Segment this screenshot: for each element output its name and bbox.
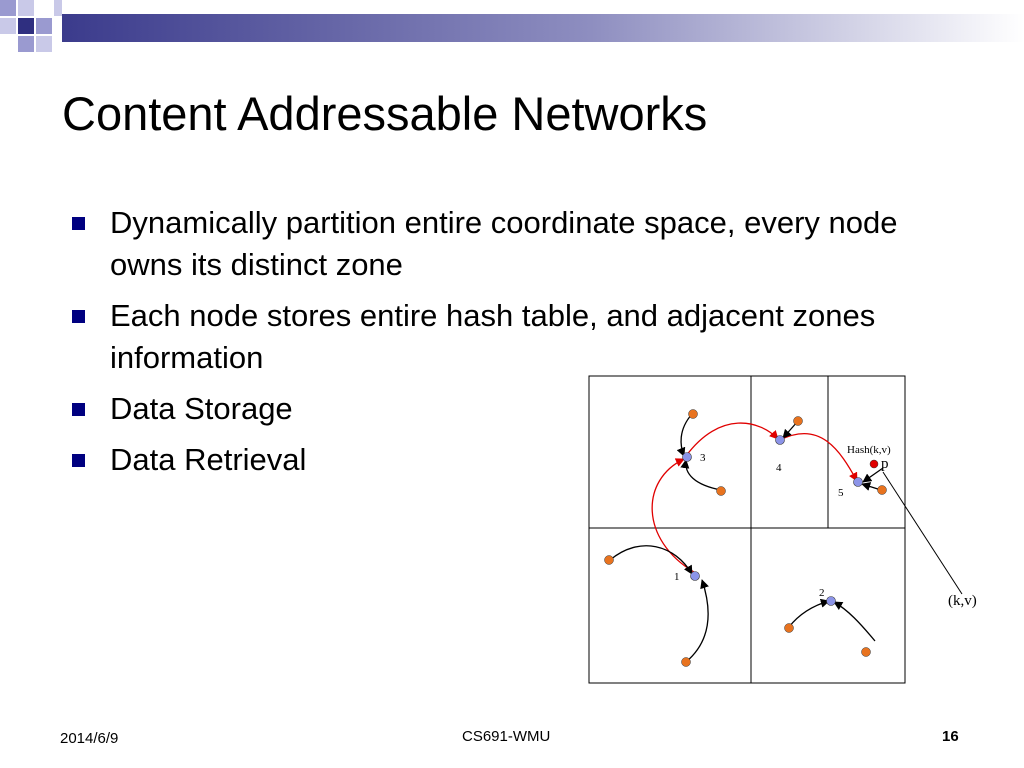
hash-label: Hash(k,v) — [847, 444, 891, 456]
peer-node — [794, 417, 803, 426]
zone-label: 5 — [838, 487, 844, 499]
peer-node — [785, 624, 794, 633]
peer-node — [717, 487, 726, 496]
peer-node — [605, 556, 614, 565]
page-number: 16 — [942, 728, 959, 745]
bullet-text: Data Retrieval — [110, 442, 307, 477]
zone-node-1 — [691, 572, 700, 581]
zone-node-4 — [776, 436, 785, 445]
zone-label: 2 — [819, 587, 825, 599]
peer-node — [689, 410, 698, 419]
bullet-text: Dynamically partition entire coordinate space, every node owns its distinct zone — [110, 205, 898, 282]
zone-node-2 — [827, 597, 836, 606]
kv-label: (k,v) — [948, 593, 977, 609]
slide-title: Content Addressable Networks — [62, 87, 708, 140]
peer-node — [682, 658, 691, 667]
zone-label: 3 — [700, 452, 706, 464]
footer-course: CS691-WMU — [462, 728, 551, 745]
peer-node — [878, 486, 887, 495]
coordinate-space — [589, 376, 905, 683]
zone-node-3 — [683, 453, 692, 462]
peer-node — [862, 648, 871, 657]
bullet-text: Data Storage — [110, 391, 293, 426]
point-label: p — [881, 456, 889, 472]
bullet-text: Each node stores entire hash table, and adjacent zones information — [110, 298, 876, 375]
zone-node-5 — [854, 478, 863, 487]
target-point — [870, 460, 878, 468]
zone-label: 4 — [776, 462, 782, 474]
footer-date: 2014/6/9 — [60, 730, 119, 747]
zone-label: 1 — [674, 571, 680, 583]
